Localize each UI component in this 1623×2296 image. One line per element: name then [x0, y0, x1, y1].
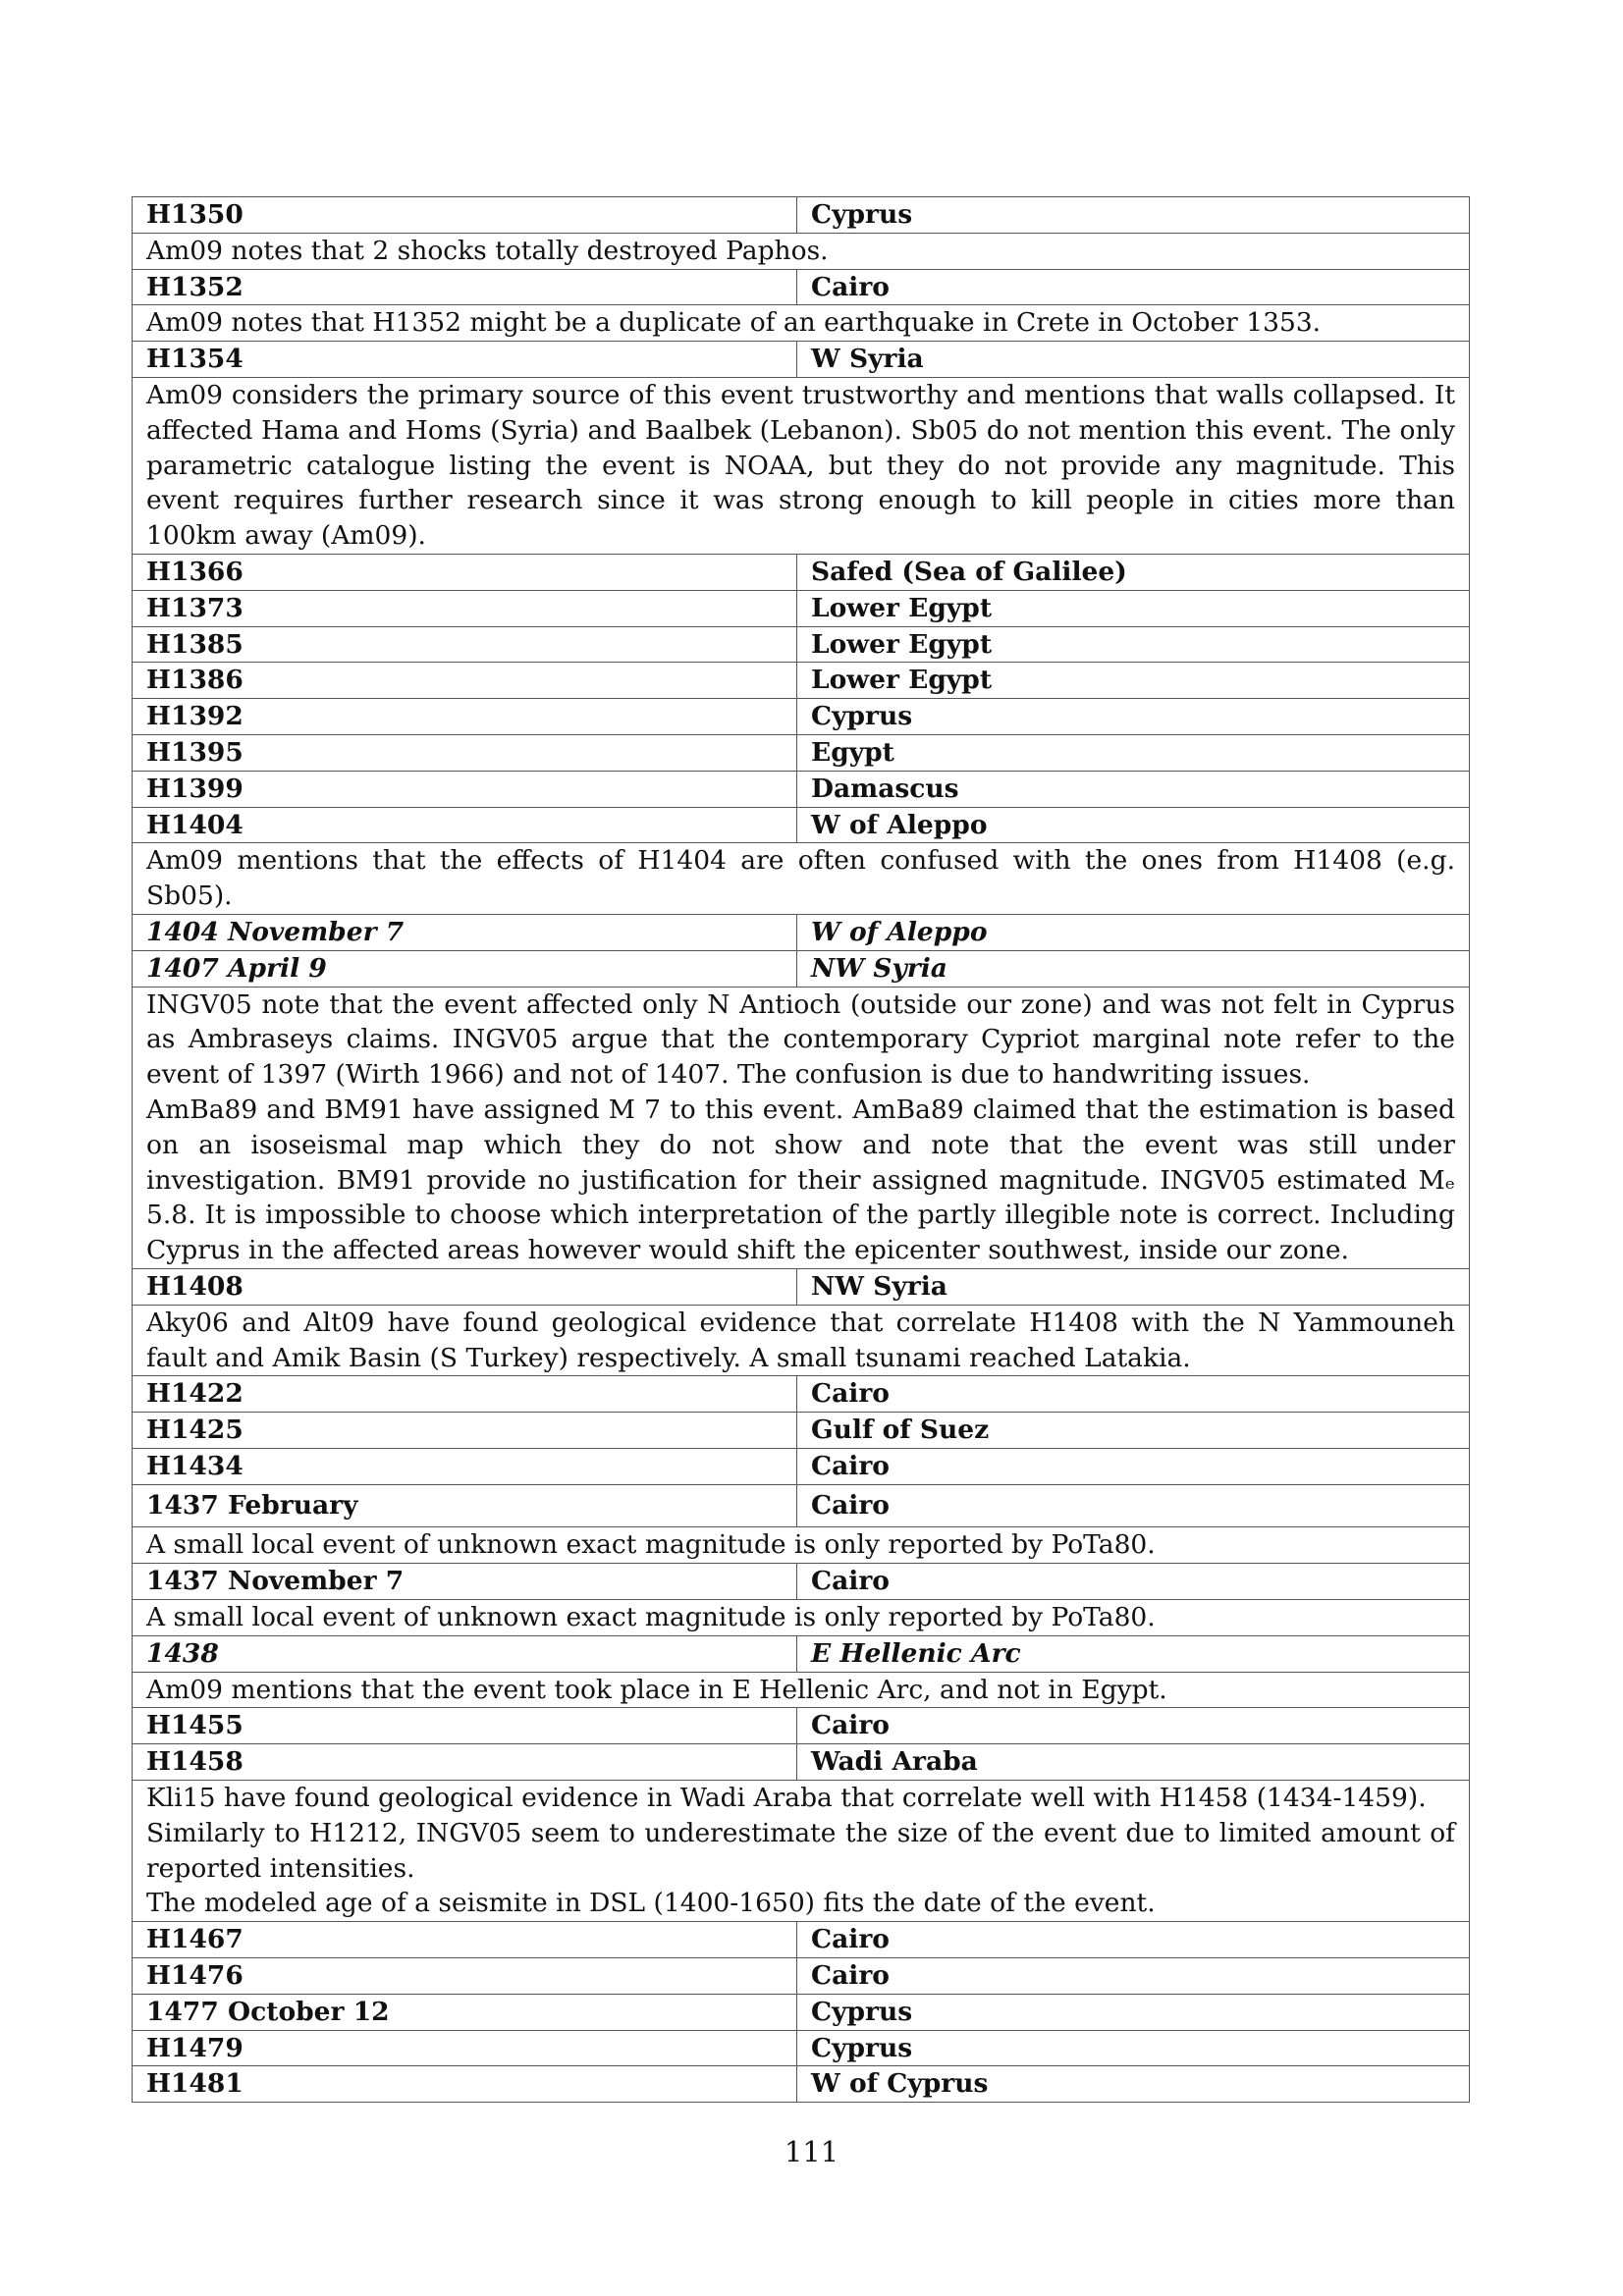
event-note [133, 1672, 1470, 1708]
event-region: W Syria [797, 342, 1470, 378]
event-region: Wadi Araba [797, 1744, 1470, 1781]
event-header-row [133, 1744, 1470, 1781]
event-id: H1425 [133, 1413, 797, 1449]
event-region: Lower Egypt [797, 590, 1470, 626]
event-header-row [133, 554, 1470, 590]
event-id: H1481 [133, 2066, 797, 2103]
event-id: H1392 [133, 699, 797, 735]
event-region: Cyprus [797, 2030, 1470, 2066]
event-id: H1354 [133, 342, 797, 378]
event-header-row [133, 914, 1470, 950]
event-note-row [133, 1672, 1470, 1708]
event-id: 1407 April 9 [133, 950, 797, 987]
event-header-row [133, 807, 1470, 843]
note-paragraph: Similarly to H1212, INGV05 seem to underestimate the size of the event due to limited amount of reported intensities. [146, 1817, 1455, 1884]
event-region: Cyprus [797, 197, 1470, 234]
note-paragraph: Am09 notes that H1352 might be a duplicate of an earthquake in Crete in October 1353. [146, 307, 1322, 339]
event-region: NW Syria [797, 1268, 1470, 1305]
note-paragraph: Am09 considers the primary source of this event trustworthy and mentions that walls collapsed. It affected Hama and Homs (Syria) and Baalbek (Lebanon). Sb05 do not mention this event. The only parametric catalogue listing the event is NOAA, but they do not provide any magnitude. This event requires further research since it was strong enough to kill people in cities more than 100km away (Am09). [146, 379, 1455, 552]
event-id: H1399 [133, 771, 797, 807]
event-header-row [133, 950, 1470, 987]
event-header-row [133, 1922, 1470, 1958]
note-paragraph: Am09 mentions that the event took place in E Hellenic Arc, and not in Egypt. [146, 1674, 1167, 1705]
event-region: W of Cyprus [797, 2066, 1470, 2103]
event-header-row [133, 734, 1470, 771]
page-number: 111 [784, 2135, 839, 2168]
event-header-row [133, 1268, 1470, 1305]
event-header-row [133, 1635, 1470, 1672]
event-region: Cairo [797, 1376, 1470, 1413]
event-header-row [133, 663, 1470, 699]
event-note-row [133, 987, 1470, 1268]
event-id: H1422 [133, 1376, 797, 1413]
event-region: Gulf of Suez [797, 1413, 1470, 1449]
event-region: E Hellenic Arc [797, 1635, 1470, 1672]
note-paragraph: A small local event of unknown exact magnitude is only reported by PoTa80. [146, 1602, 1156, 1633]
event-id: 1437 February [133, 1484, 797, 1527]
event-header-row [133, 1708, 1470, 1744]
event-id: H1395 [133, 734, 797, 771]
event-region: NW Syria [797, 950, 1470, 987]
event-note-row [133, 843, 1470, 915]
event-header-row [133, 197, 1470, 234]
event-id: H1385 [133, 626, 797, 663]
event-region: Safed (Sea of Galilee) [797, 554, 1470, 590]
event-note-row [133, 305, 1470, 342]
earthquake-catalogue-table [132, 196, 1470, 2103]
event-header-row [133, 1564, 1470, 1600]
event-header-row [133, 590, 1470, 626]
event-id: 1477 October 12 [133, 1994, 797, 2030]
note-paragraph: Am09 notes that 2 shocks totally destroyed Paphos. [146, 235, 829, 266]
event-region: W of Aleppo [797, 914, 1470, 950]
event-region: Cyprus [797, 1994, 1470, 2030]
event-region: Cairo [797, 1958, 1470, 1995]
event-header-row [133, 269, 1470, 305]
note-paragraph: AmBa89 and BM91 have assigned M 7 to this event. AmBa89 claimed that the estimation is based on an isoseismal map which they do not show and note that the event was still under investigation. BM91 provide no justification for their assigned magnitude. INGV05 estimated Mₑ 5.8. It is impossible to choose which interpretation of the partly illegible note is correct. Including Cyprus in the affected areas however would shift the epicenter southwest, inside our zone. [146, 1094, 1455, 1266]
event-region: Cairo [797, 269, 1470, 305]
event-note-row [133, 377, 1470, 554]
event-note-row [133, 1305, 1470, 1376]
event-region: Cairo [797, 1448, 1470, 1484]
event-header-row [133, 1413, 1470, 1449]
event-region: Cairo [797, 1484, 1470, 1527]
event-id: H1458 [133, 1744, 797, 1781]
event-header-row [133, 1376, 1470, 1413]
event-id: H1366 [133, 554, 797, 590]
event-header-row [133, 1484, 1470, 1527]
event-header-row [133, 1448, 1470, 1484]
event-note [133, 1781, 1470, 1922]
event-note [133, 1305, 1470, 1376]
note-paragraph: INGV05 note that the event affected only N Antioch (outside our zone) and was not felt in Cyprus as Ambraseys claims. INGV05 argue that the contemporary Cypriot marginal note refer to the event of 1397 (Wirth 1966) and not of 1407. The confusion is due to handwriting issues. [146, 988, 1455, 1091]
event-header-row [133, 1958, 1470, 1995]
event-region: W of Aleppo [797, 807, 1470, 843]
event-id: H1386 [133, 663, 797, 699]
note-paragraph: Aky06 and Alt09 have found geological evidence that correlate H1408 with the N Yammouneh fault and Amik Basin (S Turkey) respectively. A small tsunami reached Latakia. [146, 1307, 1455, 1373]
event-id: H1434 [133, 1448, 797, 1484]
event-region: Cairo [797, 1708, 1470, 1744]
event-id: H1350 [133, 197, 797, 234]
note-paragraph: Kli15 have found geological evidence in Wadi Araba that correlate well with H1458 (1434-1459). [146, 1783, 1427, 1814]
event-id: H1467 [133, 1922, 797, 1958]
note-paragraph: Am09 mentions that the effects of H1404 are often confused with the ones from H1408 (e.g. Sb05). [146, 845, 1455, 912]
event-id: H1476 [133, 1958, 797, 1995]
event-region: Lower Egypt [797, 663, 1470, 699]
event-id: H1455 [133, 1708, 797, 1744]
event-header-row [133, 342, 1470, 378]
event-id: H1479 [133, 2030, 797, 2066]
note-paragraph: The modeled age of a seismite in DSL (1400-1650) fits the date of the event. [146, 1888, 1156, 1919]
event-header-row [133, 626, 1470, 663]
event-region: Cairo [797, 1564, 1470, 1600]
event-region: Cairo [797, 1922, 1470, 1958]
event-id: 1404 November 7 [133, 914, 797, 950]
note-paragraph: A small local event of unknown exact magnitude is only reported by PoTa80. [146, 1529, 1156, 1561]
event-note [133, 305, 1470, 342]
event-note-row [133, 233, 1470, 269]
event-note [133, 1527, 1470, 1564]
event-note [133, 1600, 1470, 1636]
event-note [133, 377, 1470, 554]
event-note [133, 233, 1470, 269]
event-note [133, 987, 1470, 1268]
event-id: 1437 November 7 [133, 1564, 797, 1600]
event-region: Damascus [797, 771, 1470, 807]
page-body [132, 196, 1470, 2103]
event-header-row [133, 699, 1470, 735]
event-header-row [133, 771, 1470, 807]
event-region: Lower Egypt [797, 626, 1470, 663]
event-id: 1438 [133, 1635, 797, 1672]
event-id: H1404 [133, 807, 797, 843]
event-note-row [133, 1781, 1470, 1922]
event-header-row [133, 1994, 1470, 2030]
event-note-row [133, 1600, 1470, 1636]
event-header-row [133, 2030, 1470, 2066]
event-region: Cyprus [797, 699, 1470, 735]
event-header-row [133, 2066, 1470, 2103]
event-id: H1408 [133, 1268, 797, 1305]
event-id: H1352 [133, 269, 797, 305]
event-region: Egypt [797, 734, 1470, 771]
event-id: H1373 [133, 590, 797, 626]
event-note-row [133, 1527, 1470, 1564]
event-note [133, 843, 1470, 915]
